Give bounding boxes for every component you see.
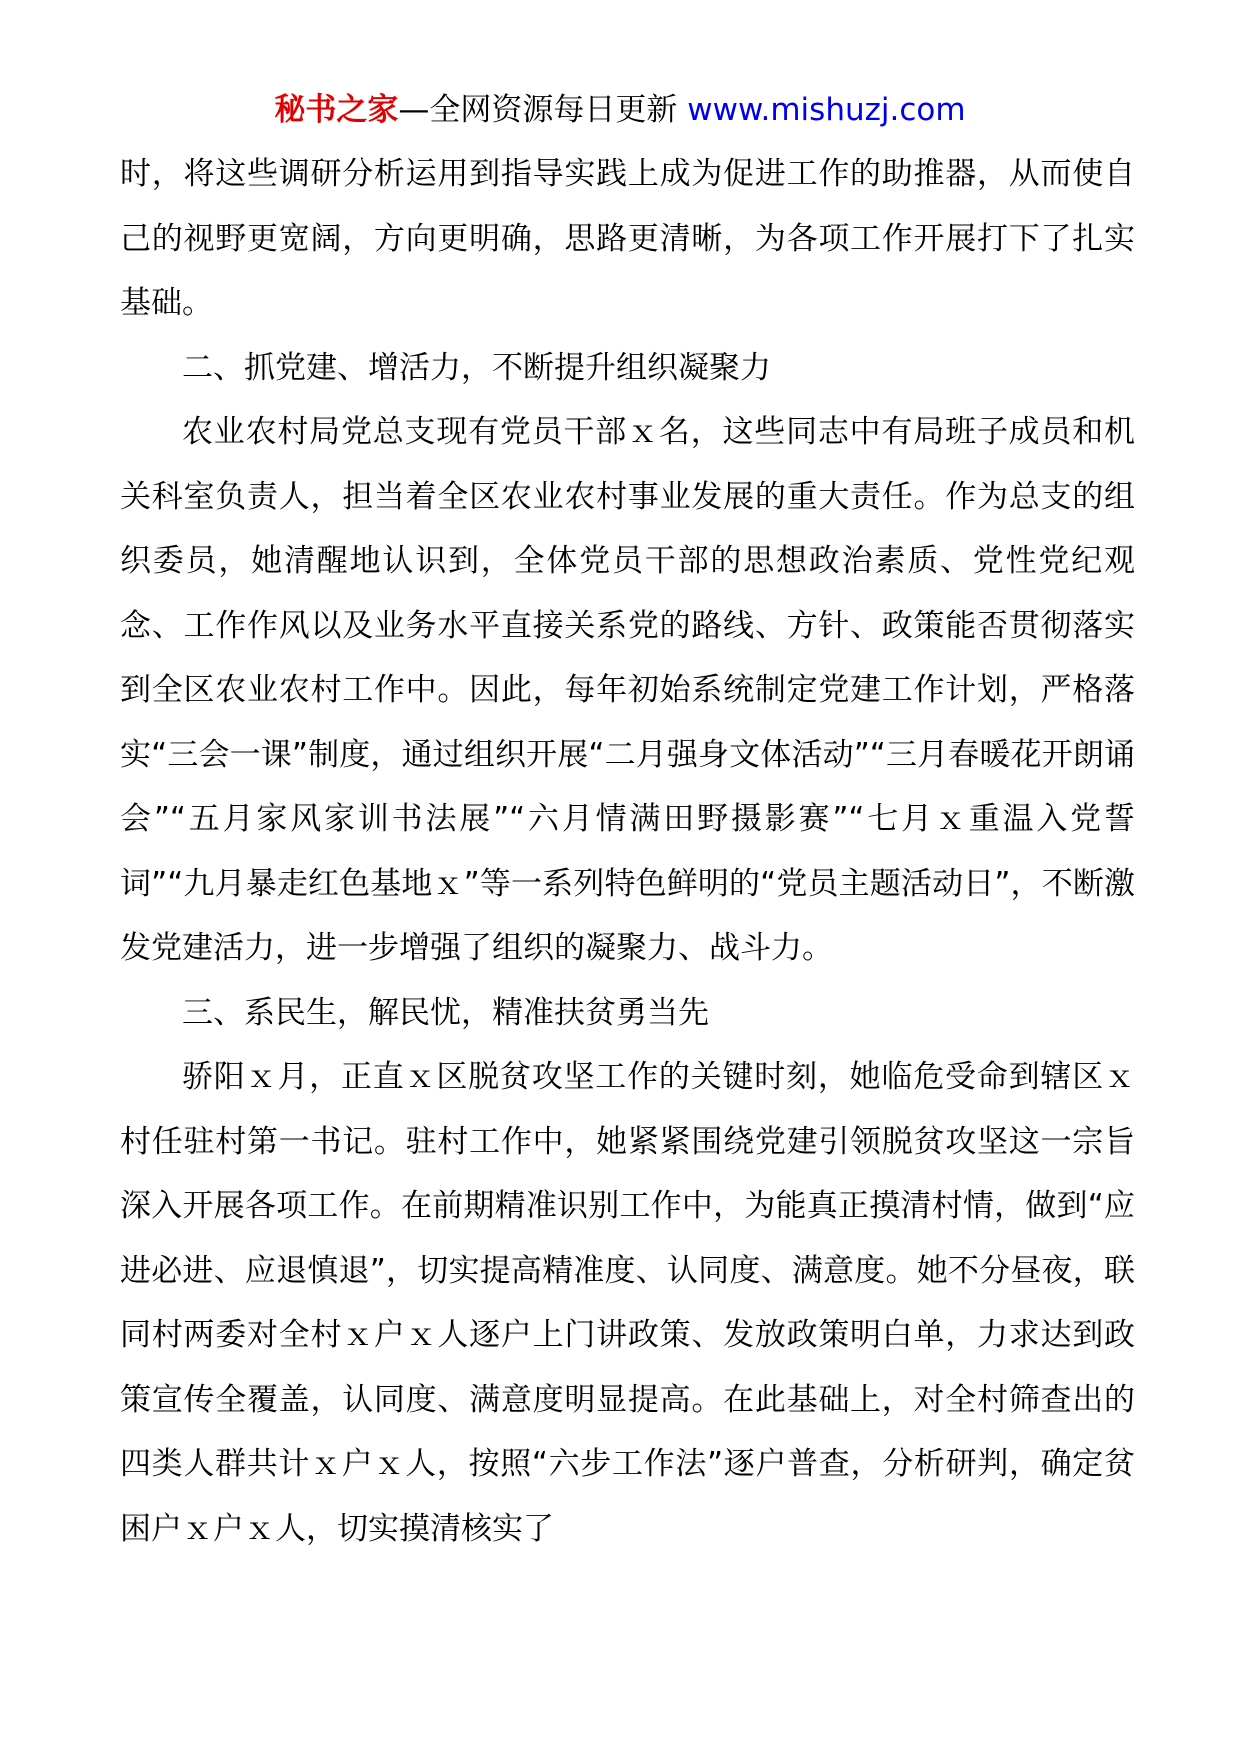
page-header xyxy=(0,82,1240,138)
paragraph-party-building: 农业农村局党总支现有党员干部ｘ名，这些同志中有局班子成员和机关科室负责人，担当着全区农业农村事业发展的重大责任。作为总支的组织委员，她清醒地认识到，全体党员干部的思想政治素质、党性党纪观念、工作作风以及业务水平直接关系党的路线、方针、政策能否贯彻落实到全区农业农村工作中。因此，每年初始系统制定党建工作计划，严格落实“三会一课”制度，通过组织开展“二月强身文体活动”“三月春暖花开朗诵会”“五月家风家训书法展”“六月情满田野摄影赛”“七月ｘ重温入党誓词”“九月暴走红色基地ｘ”等一系列特色鲜明的“党员主题活动日”，不断激发党建活力，进一步增强了组织的凝聚力、战斗力。 xyxy=(120,414,1135,966)
document-body xyxy=(120,142,1135,1561)
header-url-link[interactable]: www.mishuzj.com xyxy=(687,92,966,128)
section-heading-2: 二、抓党建、增活力，不断提升组织凝聚力 xyxy=(182,349,771,386)
paragraph-poverty-alleviation: 骄阳ｘ月，正直ｘ区脱贫攻坚工作的关键时刻，她临危受命到辖区ｘ村任驻村第一书记。驻村工作中，她紧紧围绕党建引领脱贫攻坚这一宗旨深入开展各项工作。在前期精准识别工作中，为能真正摸清村情，做到“应进必进、应退慎退”，切实提高精准度、认同度、满意度。她不分昼夜，联同村两委对全村ｘ户ｘ人逐户上门讲政策、发放政策明白单，力求达到政策宣传全覆盖，认同度、满意度明显提高。在此基础上，对全村筛查出的四类人群共计ｘ户ｘ人，按照“六步工作法”逐户普查，分析研判，确定贫困户ｘ户ｘ人，切实摸清核实了 xyxy=(120,1059,1135,1547)
paragraph-continuation: 时，将这些调研分析运用到指导实践上成为促进工作的助推器，从而使自己的视野更宽阔，方向更明确，思路更清晰，为各项工作开展打下了扎实基础。 xyxy=(120,156,1135,321)
header-tagline: —全网资源每日更新 xyxy=(398,92,688,128)
header-brand: 秘书之家 xyxy=(274,92,399,128)
section-heading-3: 三、系民生，解民忧，精准扶贫勇当先 xyxy=(182,994,709,1031)
